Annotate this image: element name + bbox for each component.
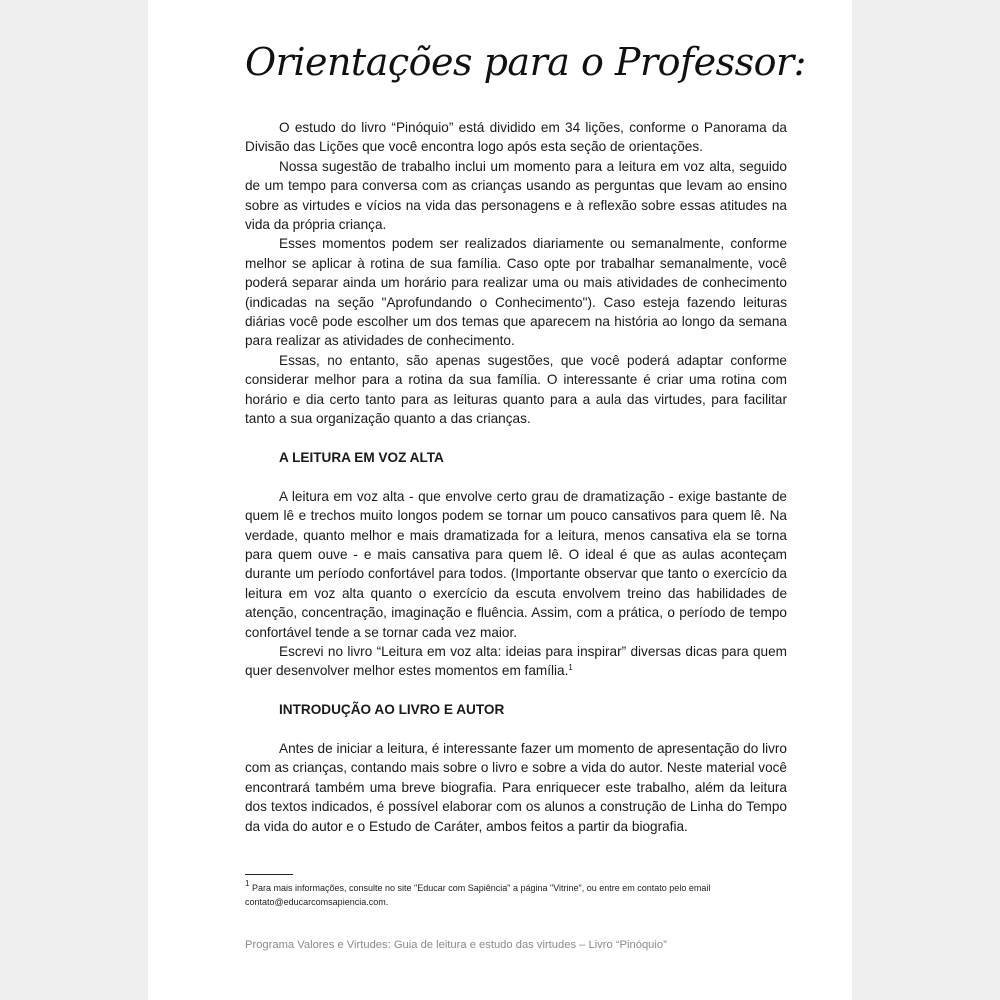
footnote — [245, 881, 805, 909]
section-heading-book-author: INTRODUÇÃO AO LIVRO E AUTOR — [279, 702, 505, 718]
book-author-paragraph-1: Antes de iniciar a leitura, é interessante fazer um momento de apresentação do livro com as crianças, contando mais sobre o livro e sobre a vida do autor. Neste material você encontrará também uma breve biografia. Para enriquecer este trabalho, além da leitura dos textos indicados, é possível elaborar com os alunos a construção de Linha do Tempo da vida do autor e o Estudo de Caráter, ambos feitos a partir da biografia. — [245, 740, 787, 834]
intro-paragraph-3: Esses momentos podem ser realizados diariamente ou semanalmente, conforme melhor se aplicar à rotina de sua família. Caso opte por trabalhar semanalmente, você poderá separar ainda um horário para realizar uma ou mais atividades de conhecimento (indicadas na seção "Aprofundando o Conhecimento"). Caso esteja fazendo leituras diárias você pode escolher um dos temas que aparecem na história ao longo da semana para realizar as atividades de conhecimento. — [245, 236, 787, 349]
reading-aloud-paragraph-2-text: Escrevi no livro “Leitura em voz alta: ideias para inspirar” diversas dicas para quem quer desenvolver melhor estes momentos em família. — [245, 643, 787, 679]
document-page — [148, 0, 852, 1000]
spacer — [245, 467, 787, 486]
page-title: Orientações para o Professor: — [245, 40, 806, 84]
intro-paragraph-2: Nossa sugestão de trabalho inclui um momento para a leitura em voz alta, seguido de um tempo para conversa com as crianças usando as perguntas que levam ao ensino sobre as virtudes e vícios na vida das personagens e à reflexão sobre essas atitudes na vida da própria criança. — [245, 158, 787, 233]
footnote-email: contato@educarcomsapiencia.com. — [245, 897, 389, 907]
section-heading-reading-aloud: A LEITURA EM VOZ ALTA — [279, 449, 444, 465]
spacer — [245, 429, 787, 448]
intro-paragraph-4: Essas, no entanto, são apenas sugestões, que você poderá adaptar conforme considerar melhor para a rotina da sua família. O interessante é criar uma rotina com horário e dia certo tanto para as leituras quanto para a aula das virtudes, para facilitar tanto a sua organização quanto a das crianças. — [245, 352, 787, 427]
footnote-divider — [245, 874, 293, 875]
spacer — [245, 681, 787, 700]
reading-aloud-paragraph-2 — [245, 642, 787, 681]
page-footer: Programa Valores e Virtudes: Guia de leitura e estudo das virtudes – Livro “Pinóquio” — [245, 939, 667, 951]
footnote-marker: 1 — [245, 879, 250, 888]
intro-paragraph-1: O estudo do livro “Pinóquio” está dividido em 34 lições, conforme o Panorama da Divisão das Lições que você encontra logo após esta seção de orientações. — [245, 120, 787, 155]
document-body — [245, 118, 787, 836]
footnote-reference: 1 — [568, 663, 573, 673]
spacer — [245, 720, 787, 739]
footnote-text-line-1: Para mais informações, consulte no site "Educar com Sapiência" a página "Vitrine", ou entre em contato pelo email — [251, 883, 711, 893]
reading-aloud-paragraph-1: A leitura em voz alta - que envolve certo grau de dramatização - exige bastante de quem lê e trechos muito longos podem se tornar um pouco cansativos para quem lê. Na verdade, quanto melhor e mais dramatizada for a leitura, menos cansativa ela se torna para quem ouve - e mais cansativa para quem lê. O ideal é que as aulas aconteçam durante um período confortável para todos. (Importante observar que tanto o exercício da leitura em voz alta quanto o exercício da escuta envolvem treino das habilidades de atenção, concentração, imaginação e fluência. Assim, com a prática, o período de tempo confortável tende a se tornar cada vez maior. — [245, 488, 787, 640]
